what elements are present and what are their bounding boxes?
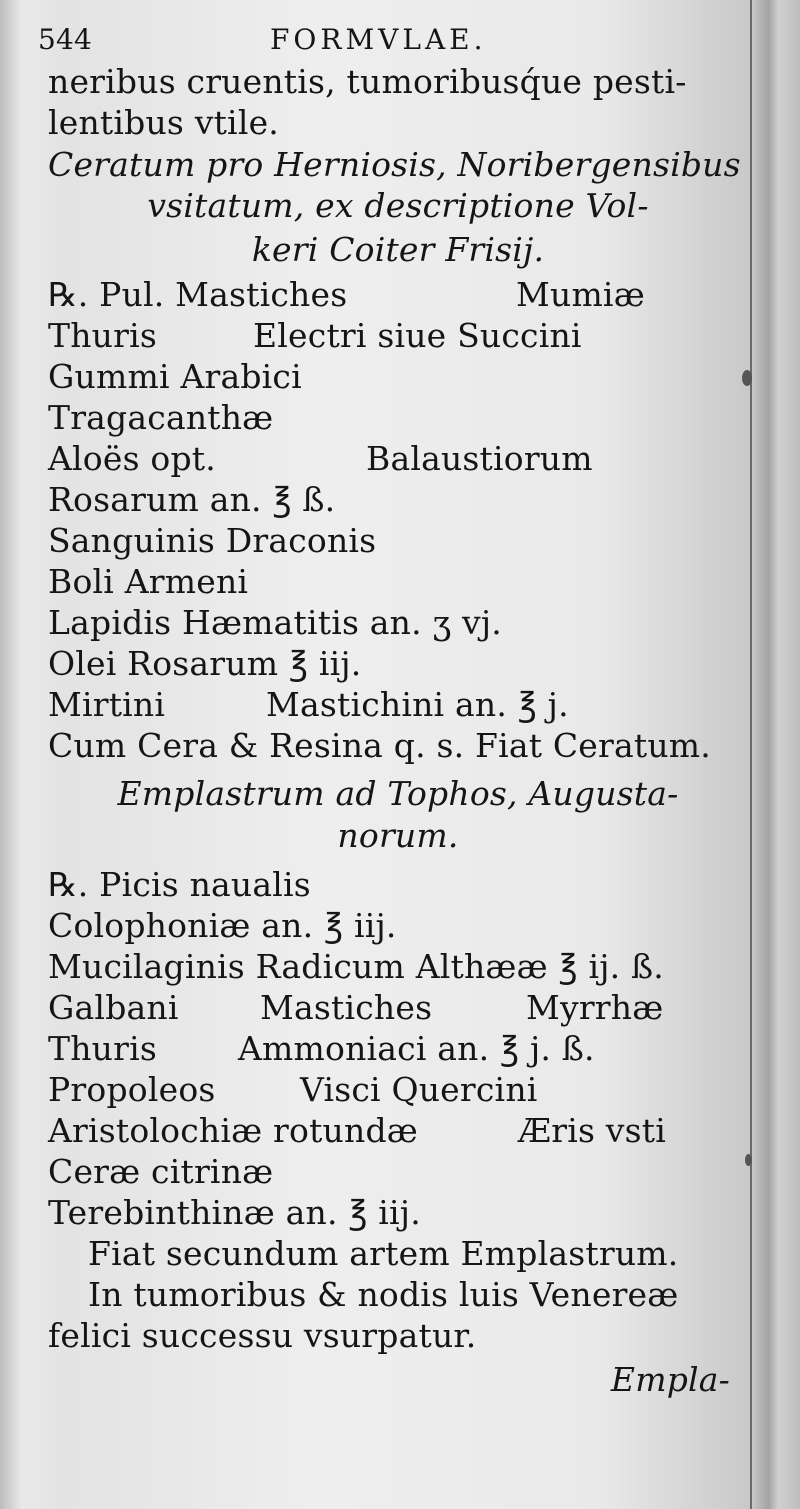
recipe-line: [48, 1069, 748, 1110]
left-page-shadow: [0, 0, 22, 1509]
recipe-line: Rosarum an. ℥ ß.: [48, 480, 336, 519]
running-title: FORMVLAE.: [270, 23, 487, 56]
ingredient: Æris vsti: [518, 1111, 666, 1150]
ingredient: Myrrhæ: [526, 988, 664, 1027]
recipe-line: Sanguinis Draconis: [48, 521, 377, 560]
recipe-line: [48, 987, 748, 1028]
recipe-line: Colophoniæ an. ℥ iij.: [48, 906, 397, 945]
ingredient: Electri siue Succini: [253, 316, 582, 355]
ingredient: Balaustiorum: [366, 439, 593, 478]
recipe-line: [48, 684, 748, 725]
section-heading-line: Emplastrum ad Tophos, Augusta-: [117, 774, 679, 813]
catchword: Empla-: [610, 1360, 730, 1399]
ingredient: Visci Quercini: [300, 1070, 538, 1109]
running-head: [38, 18, 748, 62]
recipe-line: Olei Rosarum ℥ iij.: [48, 644, 362, 683]
section-heading-line: vsitatum, ex descriptione Vol-: [147, 186, 649, 225]
ingredient: Thuris: [48, 1029, 157, 1068]
ingredient: Mastiches: [260, 988, 433, 1027]
text-line: felici successu vsurpatur.: [48, 1316, 477, 1355]
recipe-line: [48, 1028, 748, 1069]
recipe-line: [48, 274, 748, 315]
recipe-line: Ceræ citrinæ: [48, 1152, 274, 1191]
recipe-line: Terebinthinæ an. ℥ iij.: [48, 1193, 421, 1232]
ingredient: Aristolochiæ rotundæ: [48, 1111, 418, 1150]
page-number: 544: [38, 23, 93, 56]
ingredient: Ammoniaci an. ℥ j. ß.: [238, 1029, 595, 1068]
recipe-line: Lapidis Hæmatitis an. ʒ vj.: [48, 603, 502, 642]
ingredient: Mumiæ: [516, 275, 645, 314]
recipe-line: Gummi Arabici: [48, 357, 302, 396]
right-page-edge: [750, 0, 800, 1509]
section-heading-line: norum.: [337, 816, 459, 855]
ingredient: Galbani: [48, 988, 179, 1027]
ingredient: ℞. Pul. Mastiches: [48, 275, 348, 314]
recipe-line: [48, 1110, 748, 1151]
recipe-line: Boli Armeni: [48, 562, 249, 601]
ingredient: Propoleos: [48, 1070, 216, 1109]
text-line: neribus cruentis, tumoribusq́ue pesti-: [48, 62, 687, 101]
recipe-line: Tragacanthæ: [48, 398, 274, 437]
ingredient: Mastichini an. ℥ j.: [266, 685, 569, 724]
section-heading-line: keri Coiter Frisij.: [251, 230, 545, 269]
recipe-line: Cum Cera & Resina q. s. Fiat Ceratum.: [48, 726, 711, 765]
text-line: In tumoribus & nodis luis Venereæ: [88, 1275, 679, 1314]
ingredient: Aloës opt.: [48, 439, 216, 478]
ingredient: Thuris: [48, 316, 157, 355]
recipe-line: ℞. Picis naualis: [48, 865, 311, 904]
text-line: Fiat secundum artem Emplastrum.: [88, 1234, 679, 1273]
recipe-line: Mucilaginis Radicum Althææ ℥ ij. ß.: [48, 947, 664, 986]
recipe-line: [48, 438, 748, 479]
section-heading-line: Ceratum pro Herniosis, Noribergensibus: [48, 145, 741, 184]
recipe-line: [48, 315, 748, 356]
page-text: [38, 18, 748, 1400]
ingredient: Mirtini: [48, 685, 166, 724]
text-line: lentibus vtile.: [48, 103, 279, 142]
